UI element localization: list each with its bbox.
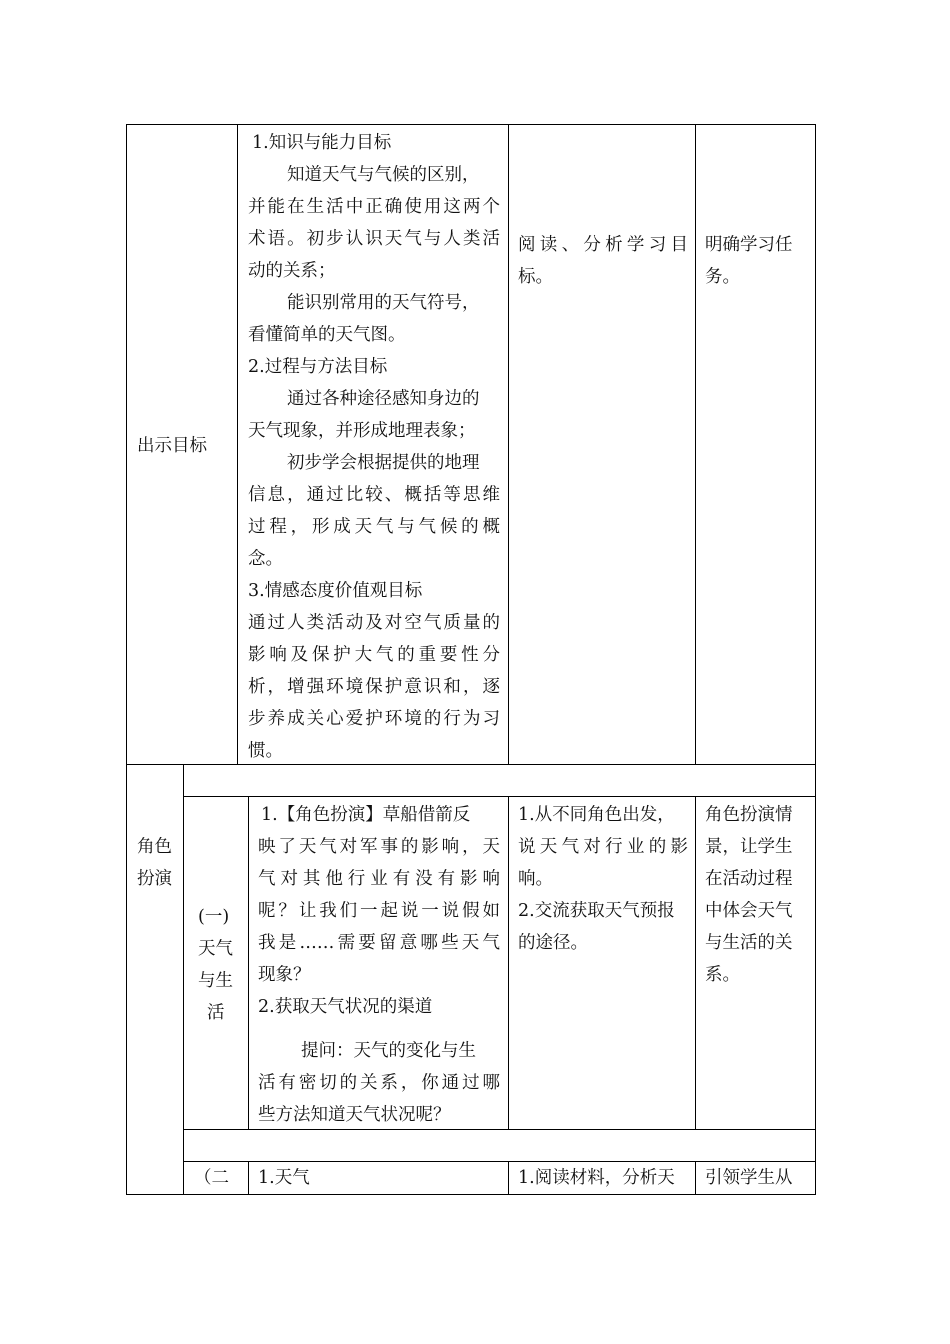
col-divider-c1 xyxy=(508,124,509,765)
content-line: 术语。初步认识天气与人类活 xyxy=(248,229,500,249)
table-border-left xyxy=(126,124,127,1195)
intent-line: 与生活的关 xyxy=(705,933,793,953)
student-line: 阅读、分析学习目 xyxy=(518,235,688,255)
content-line: 我是……需要留意哪些天气 xyxy=(258,933,500,953)
row-divider-2 xyxy=(183,796,816,797)
table-border-top xyxy=(126,124,816,125)
sub-label-line: 活 xyxy=(207,1003,225,1023)
student-line: 标。 xyxy=(518,267,553,287)
content-line: 气对其他行业有没有影响 xyxy=(258,869,500,889)
content-line: 过程，形成天气与气候的概 xyxy=(248,517,500,537)
col-divider-d3 xyxy=(695,1161,696,1195)
student-line: 1.从不同角色出发， xyxy=(518,805,675,825)
content-line: 看懂简单的天气图。 xyxy=(248,325,406,345)
content-line: 动的关系； xyxy=(248,261,336,281)
content-line: 析，增强环境保护意识和，逐 xyxy=(248,677,500,697)
student-line: 说天气对行业的影 xyxy=(518,837,688,857)
sub-label-line: 天气 xyxy=(198,939,233,959)
content-line: 活有密切的关系，你通过哪 xyxy=(258,1073,500,1093)
sub-label-line: (一) xyxy=(198,907,230,927)
col-divider-c2 xyxy=(508,796,509,1129)
col-divider-d2 xyxy=(695,796,696,1129)
col-divider-b xyxy=(248,796,249,1129)
content-line: 2.获取天气状况的渠道 xyxy=(258,997,433,1017)
content-line: 能识别常用的天气符号， xyxy=(287,293,480,313)
label-line: 角色 xyxy=(137,837,172,857)
intent-line: 中体会天气 xyxy=(705,901,793,921)
content-line: 信息，通过比较、概括等思维 xyxy=(248,485,500,505)
section-label-objectives: 出示目标 xyxy=(137,436,207,456)
intent-line: 角色扮演情 xyxy=(705,805,793,825)
sub-label-line: 与生 xyxy=(198,971,233,991)
student-line: 响。 xyxy=(518,869,553,889)
intent-line: 景，让学生 xyxy=(705,837,793,857)
content-line: 3.情感态度价值观目标 xyxy=(248,581,423,601)
sub2-student-activity: 1.阅读材料，分析天 xyxy=(518,1168,675,1188)
sub-label-second: （二 xyxy=(194,1168,229,1188)
col-divider-sub xyxy=(183,764,184,1195)
content-line: 天气现象，并形成地理表象； xyxy=(248,421,476,441)
row-divider-1 xyxy=(126,764,816,765)
content-line: 1.知识与能力目标 xyxy=(252,133,392,153)
content-line: 2.过程与方法目标 xyxy=(248,357,388,377)
col-divider-d1 xyxy=(695,124,696,765)
content-line: 惯。 xyxy=(248,741,283,761)
content-line: 映了天气对军事的影响，天 xyxy=(258,837,500,857)
content-line: 初步学会根据提供的地理 xyxy=(287,453,480,473)
content-line: 些方法知道天气状况呢？ xyxy=(258,1105,451,1125)
sub2-content: 1.天气 xyxy=(258,1168,310,1188)
student-line: 的途径。 xyxy=(518,933,588,953)
student-line: 2.交流获取天气预报 xyxy=(518,901,675,921)
table-border-right xyxy=(815,124,816,1195)
label-line: 扮演 xyxy=(137,869,172,889)
content-line: 通过各种途径感知身边的 xyxy=(287,389,480,409)
content-line: 现象？ xyxy=(258,965,311,985)
col-divider-b2 xyxy=(248,1161,249,1195)
content-line: 影响及保护大气的重要性分 xyxy=(248,645,500,665)
intent-line: 明确学习任 xyxy=(705,235,793,255)
intent-line: 系。 xyxy=(705,965,740,985)
intent-line: 务。 xyxy=(705,267,740,287)
content-line: 1.【角色扮演】草船借箭反 xyxy=(261,805,471,825)
col-divider-a xyxy=(237,124,238,765)
content-line: 念。 xyxy=(248,549,283,569)
sub2-design-intent: 引领学生从 xyxy=(705,1168,793,1188)
content-line: 提问：天气的变化与生 xyxy=(301,1041,476,1061)
content-line: 呢？让我们一起说一说假如 xyxy=(258,901,500,921)
content-line: 知道天气与气候的区别， xyxy=(287,165,480,185)
content-line: 通过人类活动及对空气质量的 xyxy=(248,613,500,633)
col-divider-c3 xyxy=(508,1161,509,1195)
content-line: 步养成关心爱护环境的行为习 xyxy=(248,709,500,729)
content-line: 并能在生活中正确使用这两个 xyxy=(248,197,500,217)
row-divider-4 xyxy=(183,1161,816,1162)
intent-line: 在活动过程 xyxy=(705,869,793,889)
